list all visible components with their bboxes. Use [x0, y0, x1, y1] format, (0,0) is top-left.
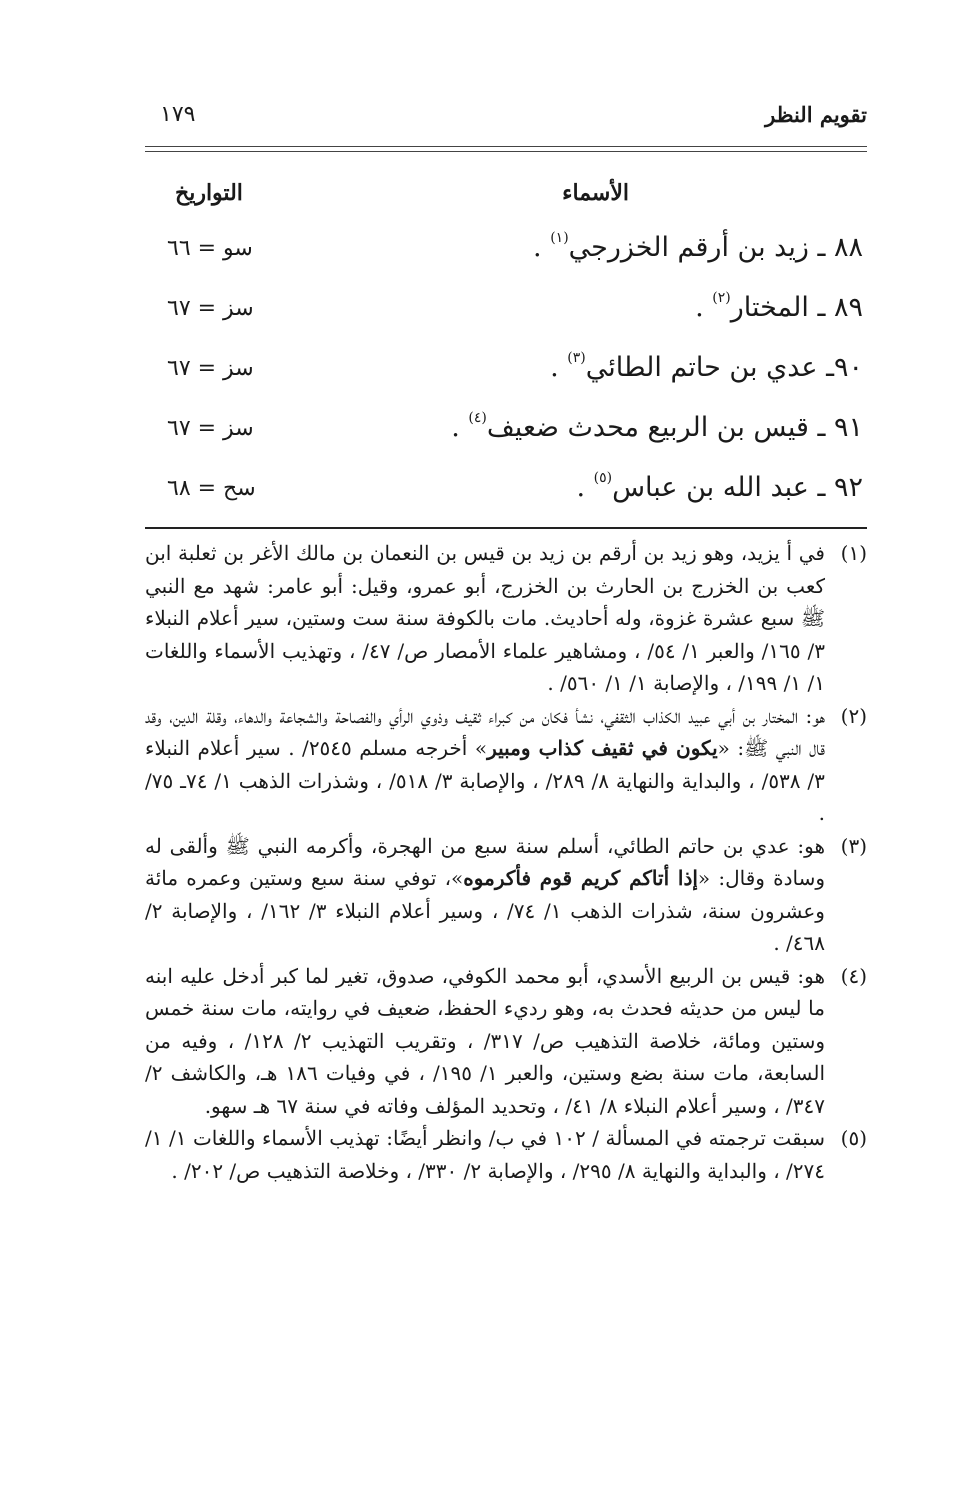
- footnote: [145, 960, 867, 1123]
- footnote-text: في أ يزيد، وهو زيد بن أرقم بن زيد بن قيس بن النعمان بن مالك الأغر بن ثعلبة ابن كعب بن الخزرج بن الحارث بن الخزرج، أبو عمرو، وقيل: أبو عامر: شهد مع النبي ﷺ سبع عشرة غزوة، وله أحاديث. مات بالكوفة سنة ست وستين، سير أعلام النبلاء ٣/ ١٦٥/ والعبر ١/ ٥٤/ ، ومشاهير علماء الأمصار ص/ ٤٧/ ، وتهذيب الأسماء واللغات ١/ ١/ ١٩٩/ ، والإصابة ١/ ١/ ٥٦٠/ .: [145, 541, 825, 695]
- footnote-ref[interactable]: (٤): [468, 410, 487, 426]
- footnote-text: هو: عدي بن حاتم الطائي، أسلم سنة سبع من الهجرة، وأكرمه النبي ﷺ وألقى له وسادة وقال: «إذا أتاكم كريم قوم فأكرموه»، توفي سنة سبع وستين وعمره مائة وعشرون سنة، شذرات الذهب ١/ ٧٤/ ، وسير أعلام النبلاء ٣/ ١٦٢/ ، والإصابة ٢/ ٤٦٨/ .: [145, 833, 825, 955]
- footnote-text: هو: قيس بن الربيع الأسدي، أبو محمد الكوفي، صدوق، تغير لما كبر أدخل عليه ابنه ما ليس من حديثه فحدث به، وهو رديء الحفظ، ضعيف في روايته، مات سنة خمس وستين ومائة، خلاصة التذهيب ص/ ٣١٧/ ، وتقريب التهذيب ٢/ ١٢٨/ ، وفيه من السابعة، مات سنة بضع وستين، والعبر ١/ ١٩٥/ ، في وفيات ١٨٦ هـ، والكاشف ٢/ ٣٤٧/ ، وسير أعلام النبلاء ٨/ ٤١/ ، وتحديد المؤلف وفاته في سنة ٦٧ هـ سهو.: [145, 963, 825, 1118]
- footnote: [145, 537, 867, 700]
- entry-name: ٨٨ ـ زيد بن أرقم الخزرجي$^{(١)}$ .: [533, 230, 863, 263]
- entry-date: سز = ٦٧: [167, 356, 254, 381]
- running-header: [145, 100, 867, 140]
- entry-date: سز = ٦٧: [167, 416, 254, 441]
- hadith-quote: إذا أتاكم كريم قوم فأكرموه: [463, 866, 698, 890]
- entry-name: ٨٩ ـ المختار$^{(٢)}$ .: [695, 290, 863, 323]
- table-row: [145, 344, 867, 404]
- dates-column-header: التواريخ: [175, 180, 243, 206]
- footnote-text: سبقت ترجمته في المسألة / ١٠٢ في ب/ وانظر أيضًا: تهذيب الأسماء واللغات ١/ ١/ ٢٧٤/ ، والبداية والنهاية ٨/ ٢٩٥/ ، والإصابة ٢/ ٣٣٠/ ، وخلاصة التذهيب ص/ ٢٠٢/ .: [145, 1126, 825, 1183]
- table-row: [145, 224, 867, 284]
- entry-date: سو = ٦٦: [167, 236, 253, 261]
- footnote-number: (٢): [840, 703, 867, 728]
- hadith-quote: يكون في ثقيف كذاب ومبير: [487, 736, 718, 760]
- footnote-number: (٣): [840, 833, 867, 858]
- footnote: [145, 700, 867, 830]
- footnote-number: (٤): [840, 963, 867, 988]
- names-dates-table: [145, 180, 867, 524]
- footnotes-section: [145, 537, 867, 1187]
- footnote: [145, 1122, 867, 1187]
- page-number: ١٧٩: [160, 102, 196, 127]
- footnote-ref[interactable]: (٢): [712, 290, 731, 306]
- entry-name: ٩٢ ـ عبد الله بن عباس$^{(٥)}$ .: [576, 470, 863, 503]
- footnote-ref[interactable]: (٥): [593, 470, 613, 486]
- table-headers: [145, 180, 867, 224]
- table-row: [145, 284, 867, 344]
- entry-name: ٩١ ـ قيس بن الربيع محدث ضعيف$^{(٤)}$ .: [451, 410, 863, 443]
- footnote-ref[interactable]: (٣): [567, 350, 586, 366]
- header-rule: [145, 146, 867, 147]
- table-row: [145, 404, 867, 464]
- table-entries: [145, 224, 867, 524]
- entry-date: سز = ٦٧: [167, 296, 254, 321]
- footnote: [145, 830, 867, 960]
- entry-date: سح = ٦٨: [167, 476, 256, 501]
- entry-name: ٩٠ـ عدي بن حاتم الطائي$^{(٣)}$ .: [550, 350, 863, 383]
- footnote-number: (٥): [840, 1126, 867, 1150]
- footnote-text: هو: المختار بن أبي عبيد الكذاب الثقفي، نشأ فكان من كبراء ثقيف وذوي الرأي والفصاحة والشجاعة والدهاء، وقلة الدين، وقد قال النبي ﷺ: «يكون في ثقيف كذاب ومبير» أخرجه مسلم ٢٥٤٥/ . سير أعلام النبلاء ٣/ ٥٣٨/ ، والبداية والنهاية ٨/ ٢٨٩/ ، والإصابة ٣/ ٥١٨/ ، وشذرات الذهب ١/ ٧٤ـ ٧٥/ .: [145, 703, 826, 825]
- footnote-separator: [145, 527, 867, 529]
- book-title: تقويم النظر: [765, 102, 867, 127]
- footnote-number: (١): [840, 541, 867, 565]
- footnote-ref[interactable]: (١): [550, 230, 569, 246]
- names-column-header: الأسماء: [562, 180, 629, 206]
- header-rule-secondary: [145, 151, 867, 152]
- table-row: [145, 464, 867, 524]
